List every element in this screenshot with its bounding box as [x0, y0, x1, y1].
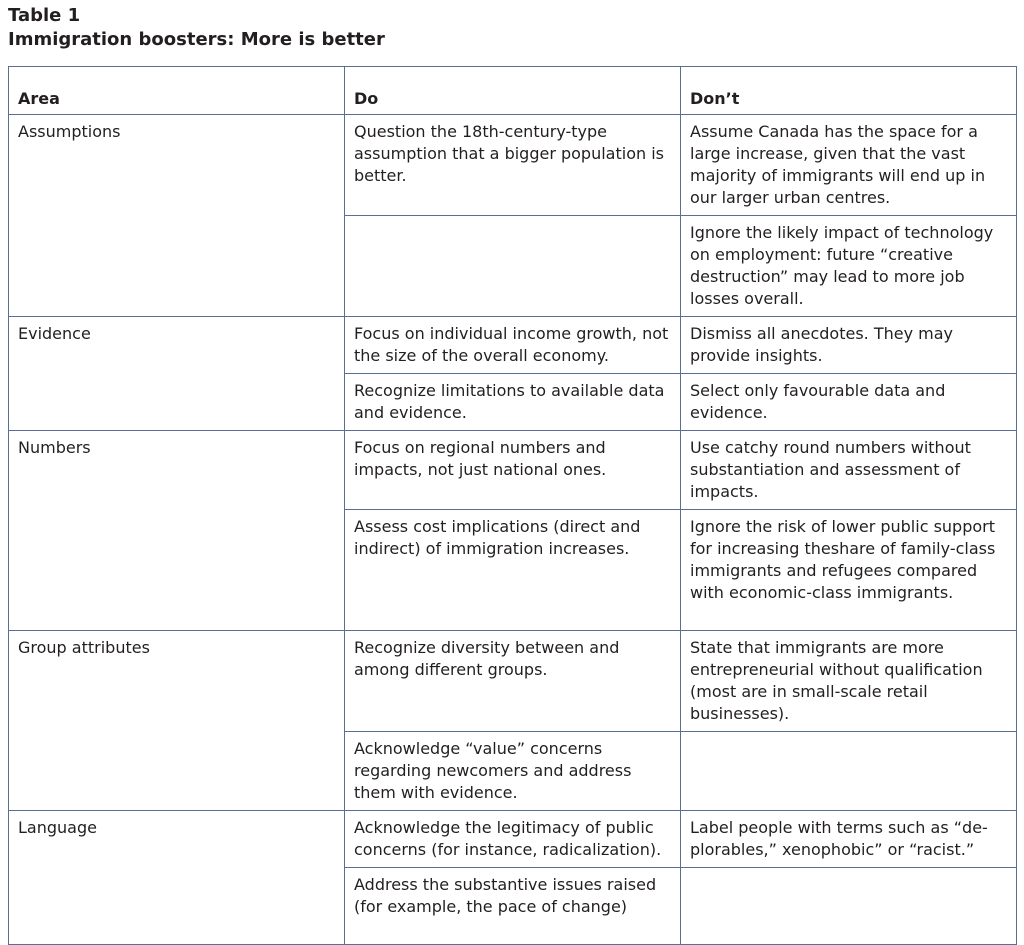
table-heading	[8, 4, 385, 52]
column-header-do: Do	[345, 67, 681, 115]
do-cell: Recognize diversity between and among different groups.	[345, 631, 681, 732]
dont-cell	[681, 732, 1017, 811]
table-row	[9, 317, 1017, 374]
do-cell: Address the substantive issues raised (for example, the pace of change)	[345, 868, 681, 945]
dont-cell: Dismiss all anecdotes. They may provide insights.	[681, 317, 1017, 374]
table-label: Table 1	[8, 5, 81, 26]
do-dont-table	[8, 66, 1017, 945]
do-cell: Focus on individual income growth, not the size of the overall economy.	[345, 317, 681, 374]
dont-cell: Ignore the risk of lower public support for increasing theshare of family-class immigrants and refugees compared with economic-class immigrants.	[681, 510, 1017, 631]
table-row	[9, 431, 1017, 510]
do-cell: Acknowledge “value” concerns regarding newcomers and address them with evidence.	[345, 732, 681, 811]
area-cell-language: Language	[9, 811, 345, 945]
do-cell: Question the 18th-century-type assumption that a bigger population is better.	[345, 115, 681, 216]
column-header-area: Area	[9, 67, 345, 115]
dont-cell: Ignore the likely impact of technology on employment: future “creative destruction” may lead to more job losses overall.	[681, 216, 1017, 317]
table-title: Immigration boosters: More is better	[8, 29, 385, 50]
area-cell-assumptions: Assumptions	[9, 115, 345, 317]
area-cell-evidence: Evidence	[9, 317, 345, 431]
dont-cell: Use catchy round numbers without substantiation and assessment of impacts.	[681, 431, 1017, 510]
do-cell: Acknowledge the legitimacy of public concerns (for instance, radicalization).	[345, 811, 681, 868]
dont-cell: Select only favourable data and evidence.	[681, 374, 1017, 431]
area-cell-group-attributes: Group attributes	[9, 631, 345, 811]
column-header-dont: Don’t	[681, 67, 1017, 115]
do-cell: Recognize limitations to available data and evidence.	[345, 374, 681, 431]
dont-cell: State that immigrants are more entrepreneurial without qualification (most are in small-scale retail businesses).	[681, 631, 1017, 732]
dont-cell	[681, 868, 1017, 945]
table-row	[9, 631, 1017, 732]
do-cell: Focus on regional numbers and impacts, not just national ones.	[345, 431, 681, 510]
dont-cell: Label people with terms such as “de-plorables,” xenophobic” or “racist.”	[681, 811, 1017, 868]
area-cell-numbers: Numbers	[9, 431, 345, 631]
do-cell	[345, 216, 681, 317]
table-row	[9, 115, 1017, 216]
dont-cell: Assume Canada has the space for a large increase, given that the vast majority of immigrants will end up in our larger urban centres.	[681, 115, 1017, 216]
table-row	[9, 811, 1017, 868]
header-row	[9, 67, 1017, 115]
do-cell: Assess cost implications (direct and indirect) of immigration increases.	[345, 510, 681, 631]
